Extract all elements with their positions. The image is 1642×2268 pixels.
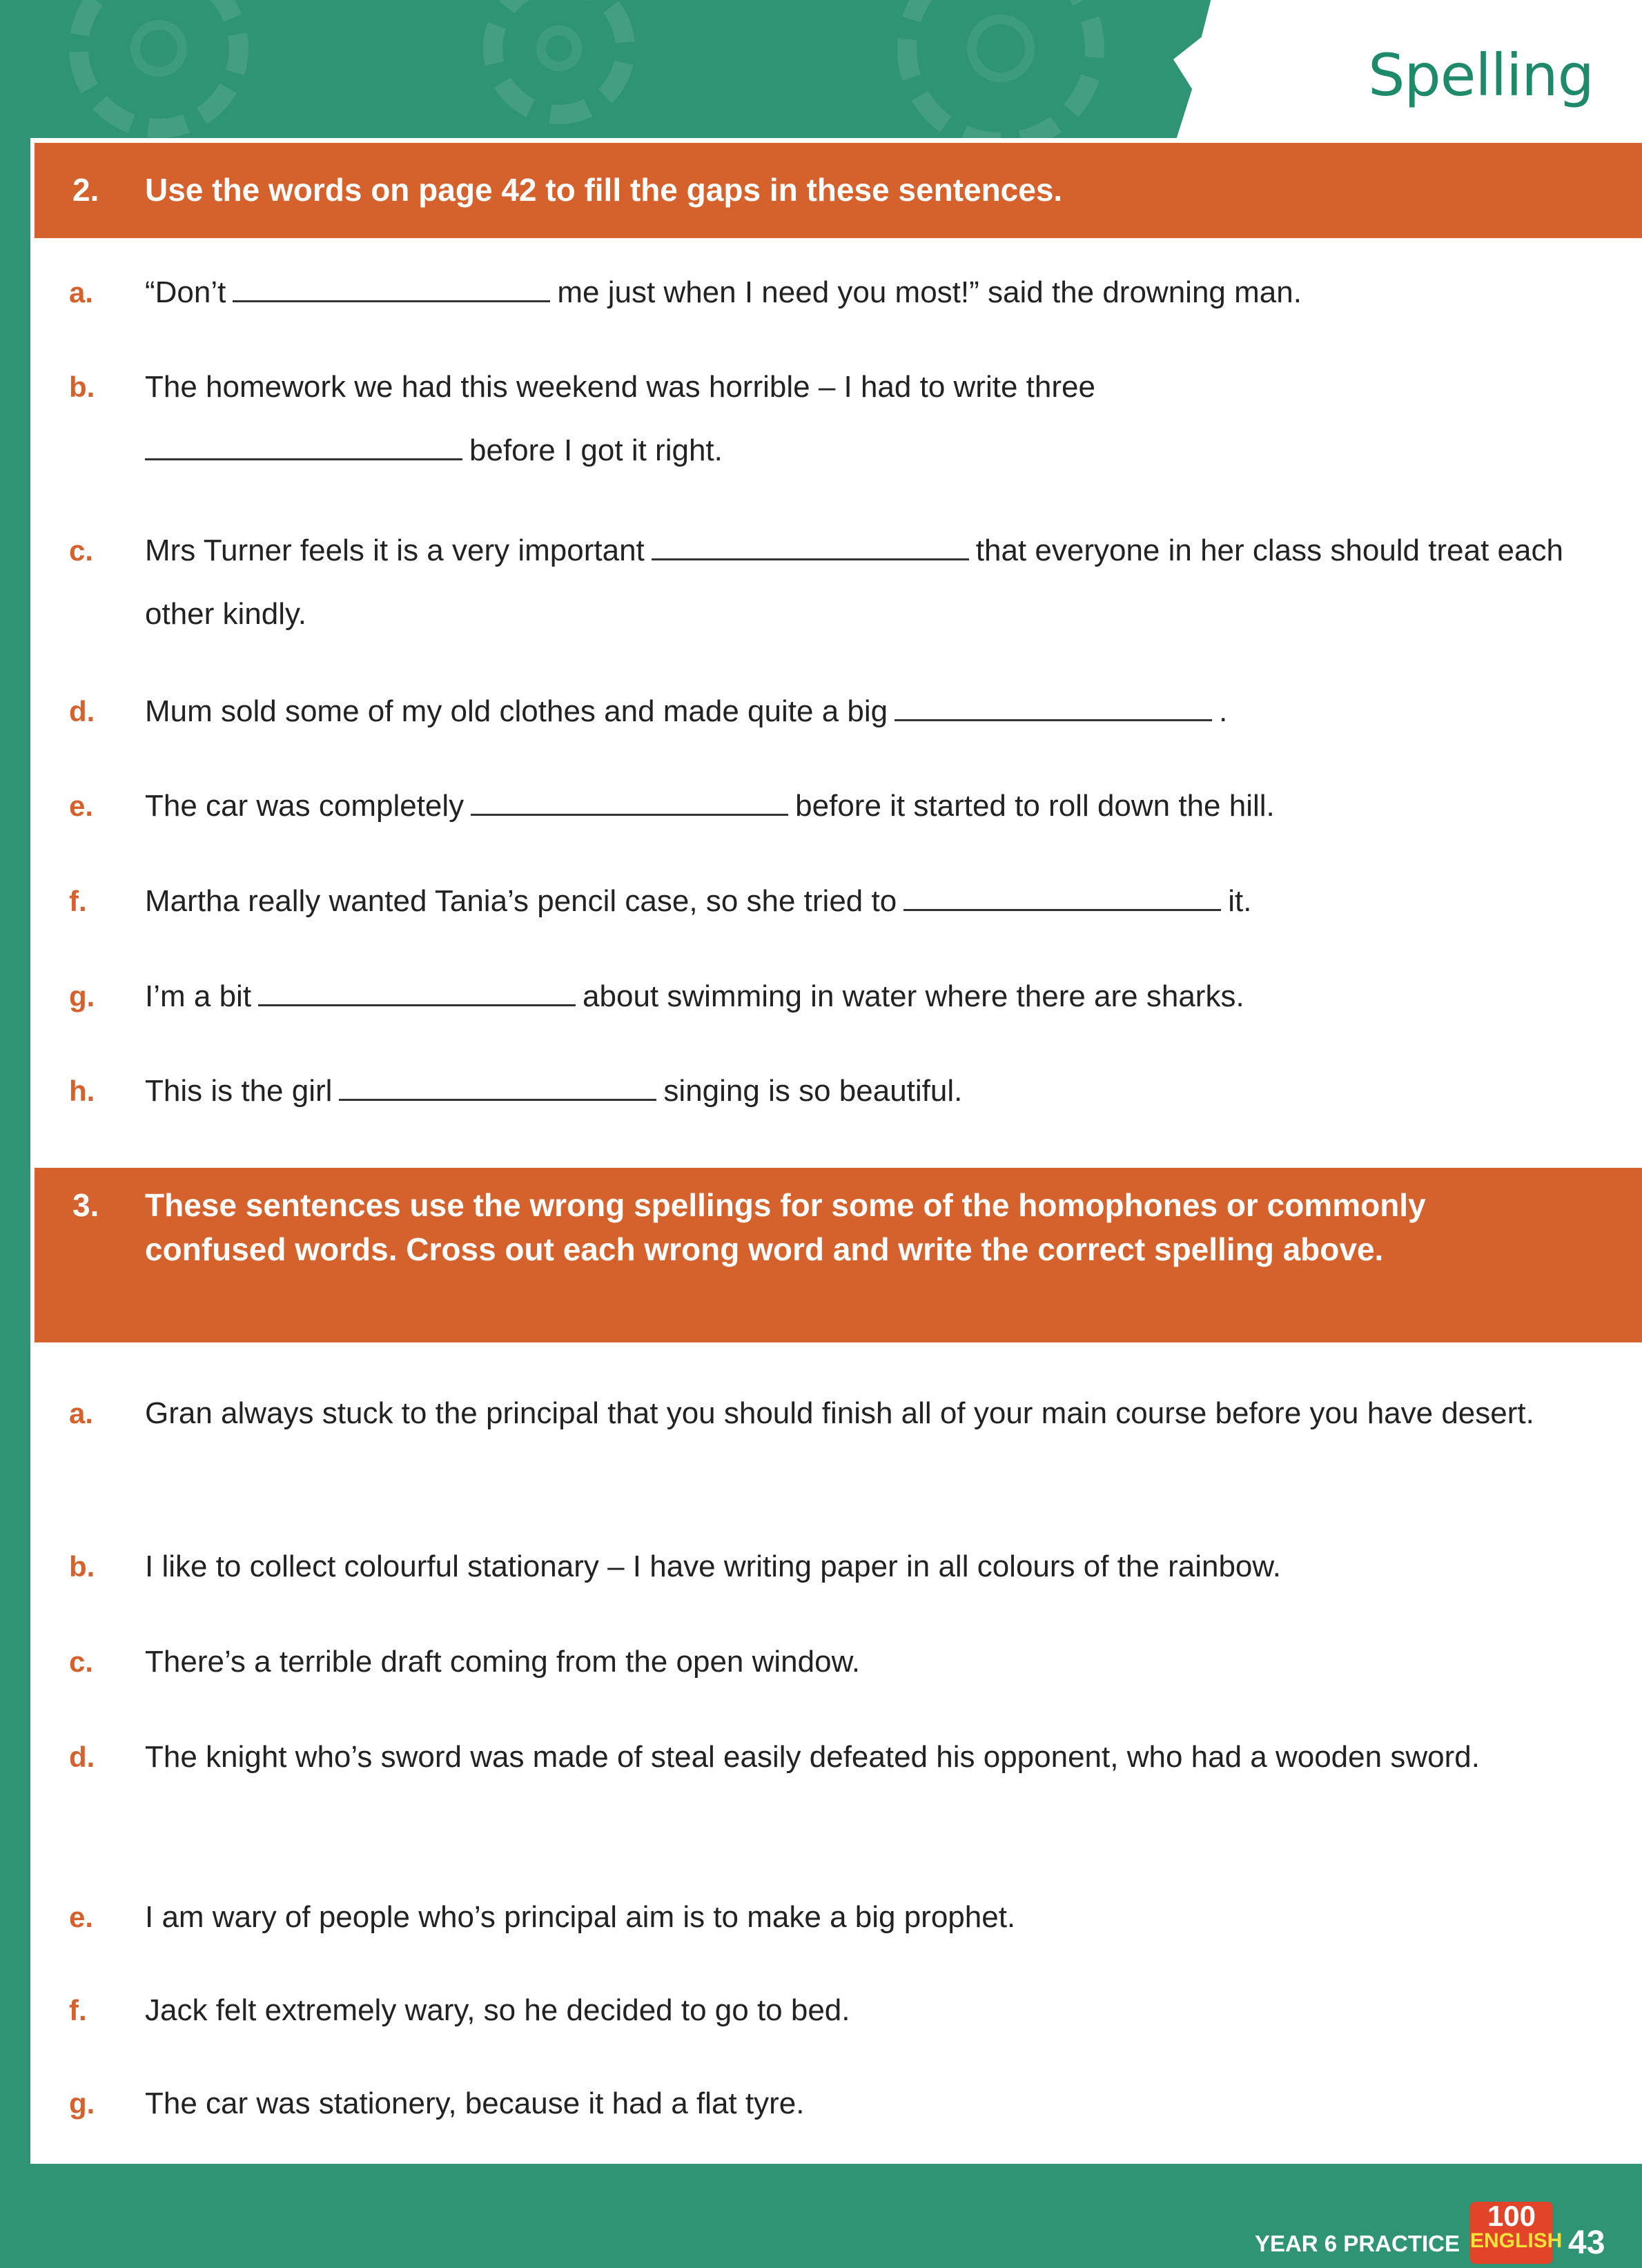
- item-text: I like to collect colourful stationary – I have writing paper in all colours of the rainbow.: [145, 1550, 1281, 1583]
- series-label: YEAR 6 PRACTICE: [1254, 2231, 1460, 2256]
- answer-blank[interactable]: [895, 693, 1212, 721]
- text-before: “Don’t: [145, 275, 226, 309]
- item-text: Jack felt extremely wary, so he decided to go to bed.: [145, 1993, 850, 2027]
- list-item: [69, 1979, 1621, 2042]
- gear-decoration: [483, 0, 635, 124]
- list-item: [69, 680, 1621, 743]
- item-text: There’s a terrible draft coming from the open window.: [145, 1645, 861, 1679]
- text-after: it.: [1228, 884, 1252, 918]
- item-text: I am wary of people who’s principal aim is to make a big prophet.: [145, 1900, 1016, 1934]
- answer-blank[interactable]: [339, 1073, 656, 1101]
- logo-number: 100: [1487, 2200, 1536, 2232]
- text-before: Mrs Turner feels it is a very important: [145, 534, 645, 567]
- answer-blank[interactable]: [233, 274, 550, 302]
- item-letter: d.: [69, 1741, 95, 1773]
- section-number: 3.: [72, 1187, 99, 1223]
- section-instruction: Use the words on page 42 to fill the gaps in these sentences.: [145, 172, 1063, 208]
- page-title: Spelling: [1368, 41, 1594, 109]
- text-before: Mum sold some of my old clothes and made quite a big: [145, 694, 888, 728]
- list-item: [69, 1059, 1621, 1123]
- list-item: [69, 519, 1621, 646]
- text-after: before I got it right.: [469, 433, 723, 467]
- item-letter: g.: [69, 2087, 95, 2120]
- text-before: I’m a bit: [145, 979, 252, 1013]
- item-letter: b.: [69, 1550, 95, 1583]
- item-letter: d.: [69, 695, 95, 727]
- text-after: before it started to roll down the hill.: [795, 789, 1275, 823]
- list-item: [69, 261, 1621, 324]
- section-number: 2.: [72, 172, 99, 208]
- item-letter: e.: [69, 790, 94, 822]
- answer-blank[interactable]: [145, 432, 462, 460]
- page-number: 43: [1568, 2225, 1605, 2261]
- logo-word: ENGLISH: [1470, 2229, 1563, 2252]
- item-letter: c.: [69, 534, 94, 567]
- answer-blank[interactable]: [652, 532, 969, 560]
- item-text: The knight who’s sword was made of steal easily defeated his opponent, who had a wooden sword.: [145, 1740, 1480, 1774]
- text-before: Martha really wanted Tania’s pencil case, so she tried to: [145, 884, 897, 918]
- list-item: [69, 1535, 1621, 1599]
- list-item: [69, 870, 1621, 933]
- item-letter: g.: [69, 980, 95, 1013]
- text-after: .: [1219, 694, 1228, 728]
- item-text: The car was stationery, because it had a flat tyre.: [145, 2086, 805, 2120]
- item-letter: f.: [69, 1994, 87, 2026]
- text-after: that everyone in her class should treat each other kindly.: [145, 534, 1563, 631]
- list-item: [69, 774, 1621, 838]
- text-before: This is the girl: [145, 1074, 333, 1108]
- answer-blank[interactable]: [903, 883, 1221, 911]
- item-letter: f.: [69, 885, 87, 917]
- text-after: about swimming in water where there are sharks.: [583, 979, 1244, 1013]
- item-letter: a.: [69, 1397, 94, 1429]
- section-2-header: [35, 143, 1642, 238]
- list-item: [69, 355, 1621, 482]
- text-after: singing is so beautiful.: [663, 1074, 963, 1108]
- answer-blank[interactable]: [258, 978, 576, 1006]
- section-3-header: [35, 1168, 1642, 1342]
- list-item: [69, 1630, 1621, 1694]
- list-item: [69, 1886, 1621, 1949]
- gear-decoration: [69, 0, 248, 138]
- 100-english-logo: [1470, 2200, 1563, 2264]
- item-letter: b.: [69, 371, 95, 403]
- list-item: [69, 965, 1621, 1028]
- section-instruction: These sentences use the wrong spellings for some of the homophones or commonly confused words. Cross out each wrong word and write the correct spelling above.: [145, 1187, 1426, 1267]
- answer-blank[interactable]: [471, 788, 788, 816]
- list-item: [69, 2072, 1621, 2135]
- item-text: Gran always stuck to the principal that you should finish all of your main course before you have desert.: [145, 1396, 1534, 1430]
- list-item: [69, 1382, 1621, 1445]
- text-before: The homework we had this weekend was horrible – I had to write three: [145, 370, 1095, 404]
- item-letter: h.: [69, 1075, 95, 1107]
- text-before: The car was completely: [145, 789, 465, 823]
- list-item: [69, 1726, 1621, 1789]
- text-after: me just when I need you most!” said the drowning man.: [557, 275, 1302, 309]
- gear-decoration: [897, 0, 1104, 152]
- item-letter: e.: [69, 1901, 94, 1933]
- item-letter: a.: [69, 276, 94, 309]
- item-letter: c.: [69, 1645, 94, 1678]
